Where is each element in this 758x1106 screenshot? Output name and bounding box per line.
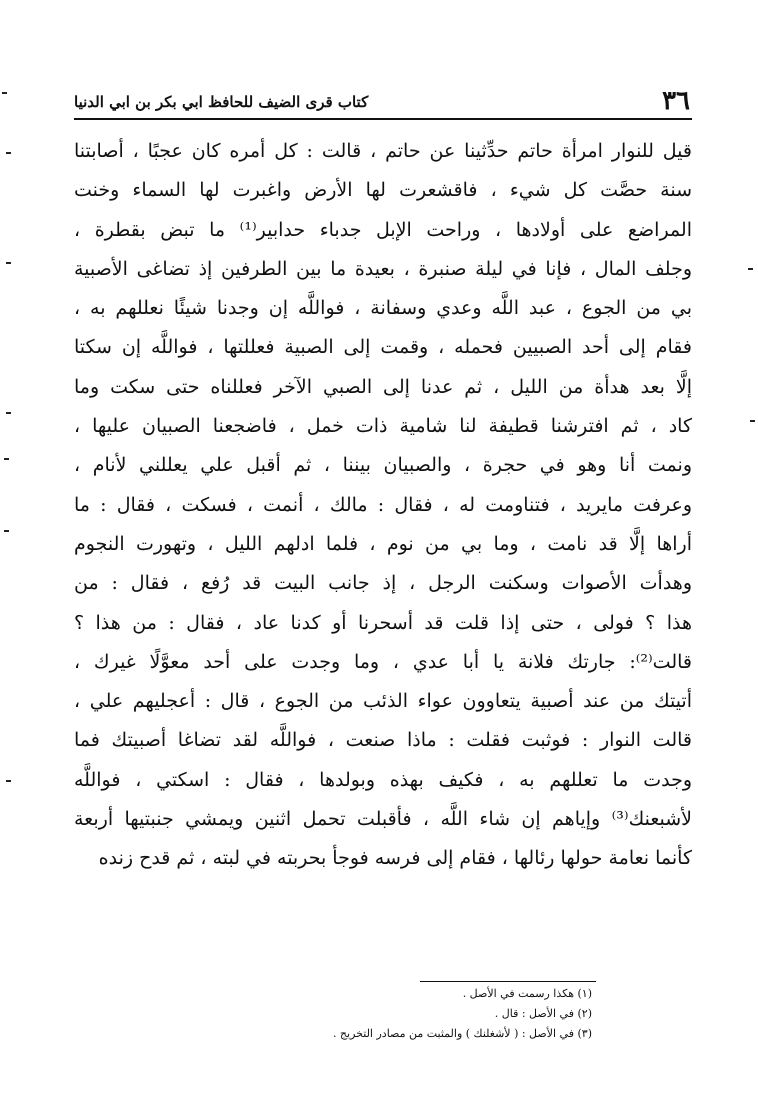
scan-mark-left-7 [6, 780, 11, 782]
body-line-10: وعرفت مايريد ، فتناومت له ، فقال : مالك ، أنمت ، فسكت ، فقال : ما [74, 493, 692, 516]
header-rule [74, 118, 692, 120]
body-line-5: بي من الجوع ، عبد اللَّه وعدي وسفانة ، فواللَّه إن وجدنا شيئًا نعللهم به ، [74, 297, 692, 320]
body-line-4: وجلف المال ، فإنا في ليلة صنبرة ، بعيدة ما بين الطرفين إذ تضاغى الأصبية [74, 257, 692, 280]
body-line-9: ونمت أنا وهو في حجرة ، والصبيان بيننا ، ثم أقبل علي يعللني لأنام ، [74, 454, 692, 477]
footnote-1: (١) هكذا رسمت في الأصل . [462, 987, 592, 1000]
body-line-8: كاد ، ثم افترشنا قطيفة لنا شامية ذات خمل ، فاضجعنا الصبيان عليها ، [74, 415, 692, 438]
body-line-16: قالت النوار : فوثبت فقلت : ماذا صنعت ، فواللَّه لقد تضاغا أصبيتك فما [74, 729, 692, 752]
scan-mark-left-6 [4, 530, 9, 532]
body-line-12: وهدأت الأصوات وسكنت الرجل ، إذ جانب البيت قد رُفع ، فقال : من [74, 572, 692, 595]
body-line-19: كأنما نعامة حولها رئالها ، فقام إلى فرسه فوجأ بحربته في لبته ، ثم قدح زنده [98, 847, 692, 870]
body-line-6: فقام إلى أحد الصبيين فحمله ، وقمت إلى الصبية فعللتها ، فواللَّه إن سكتا [74, 336, 692, 359]
body-line-18: لأشبعنك⁽³⁾ وإياهم إن شاء اللَّه ، فأقبلت تحمل اثنين ويمشي جنبتيها أربعة [74, 808, 692, 831]
body-line-13: هذا ؟ فولى ، حتى إذا قلت قد أسحرنا أو كدنا عاد ، فقال : من هذا ؟ [74, 611, 692, 634]
running-title: كتاب قرى الضيف للحافظ ابي بكر بن ابي الدنيا [74, 93, 369, 111]
page-header [74, 86, 692, 114]
body-line-7: إلَّا بعد هدأة من الليل ، ثم عدنا إلى الصبي الآخر فعللناه حتى سكت وما [74, 375, 692, 398]
footnotes [122, 984, 592, 1044]
footnote-3: (٣) في الأصل : ( لأشغلنك ) والمثبت من مصادر التخريج . [332, 1027, 592, 1040]
footnote-2: (٢) في الأصل : قال . [494, 1007, 592, 1020]
scan-mark-left-2 [6, 152, 11, 154]
body-line-2: سنة حصَّت كل شيء ، فاقشعرت لها الأرض واغبرت لها السماء وخنت [74, 179, 692, 202]
body-line-17: وجدت ما تعللهم به ، فكيف بهذه وبولدها ، فقال : اسكتي ، فواللَّه [74, 768, 692, 791]
footnote-rule [420, 981, 596, 982]
body-line-15: أتيتك من عند أصبية يتعاوون عواء الذئب من الجوع ، قال : أعجليهم علي ، [74, 690, 692, 713]
body-line-1: قيل للنوار امرأة حاتم حدِّثينا عن حاتم ، قالت : كل أمره كان عجبًا ، أصابتنا [74, 140, 692, 162]
scan-mark-right-2 [750, 420, 755, 422]
body-line-11: أراها إلَّا قد نامت ، وما بي من نوم ، فلما ادلهم الليل ، وتهورت النجوم [74, 532, 692, 555]
scan-mark-left-5 [4, 458, 9, 460]
body-line-14: قالت⁽²⁾: جارتك فلانة يا أبا عدي ، وما وجدت على أحد معوَّلًا غيرك ، [74, 650, 692, 673]
body-line-3: المراضع على أولادها ، وراحت الإبل جدباء حدابير⁽¹⁾ ما تبض بقطرة ، [74, 218, 692, 241]
scan-mark-left-3 [6, 262, 11, 264]
scan-mark-left-1 [2, 92, 7, 94]
scan-mark-right-1 [748, 268, 753, 270]
body-text [74, 132, 692, 879]
page-number: ٣٦ [662, 86, 690, 116]
scan-mark-left-4 [6, 412, 11, 414]
